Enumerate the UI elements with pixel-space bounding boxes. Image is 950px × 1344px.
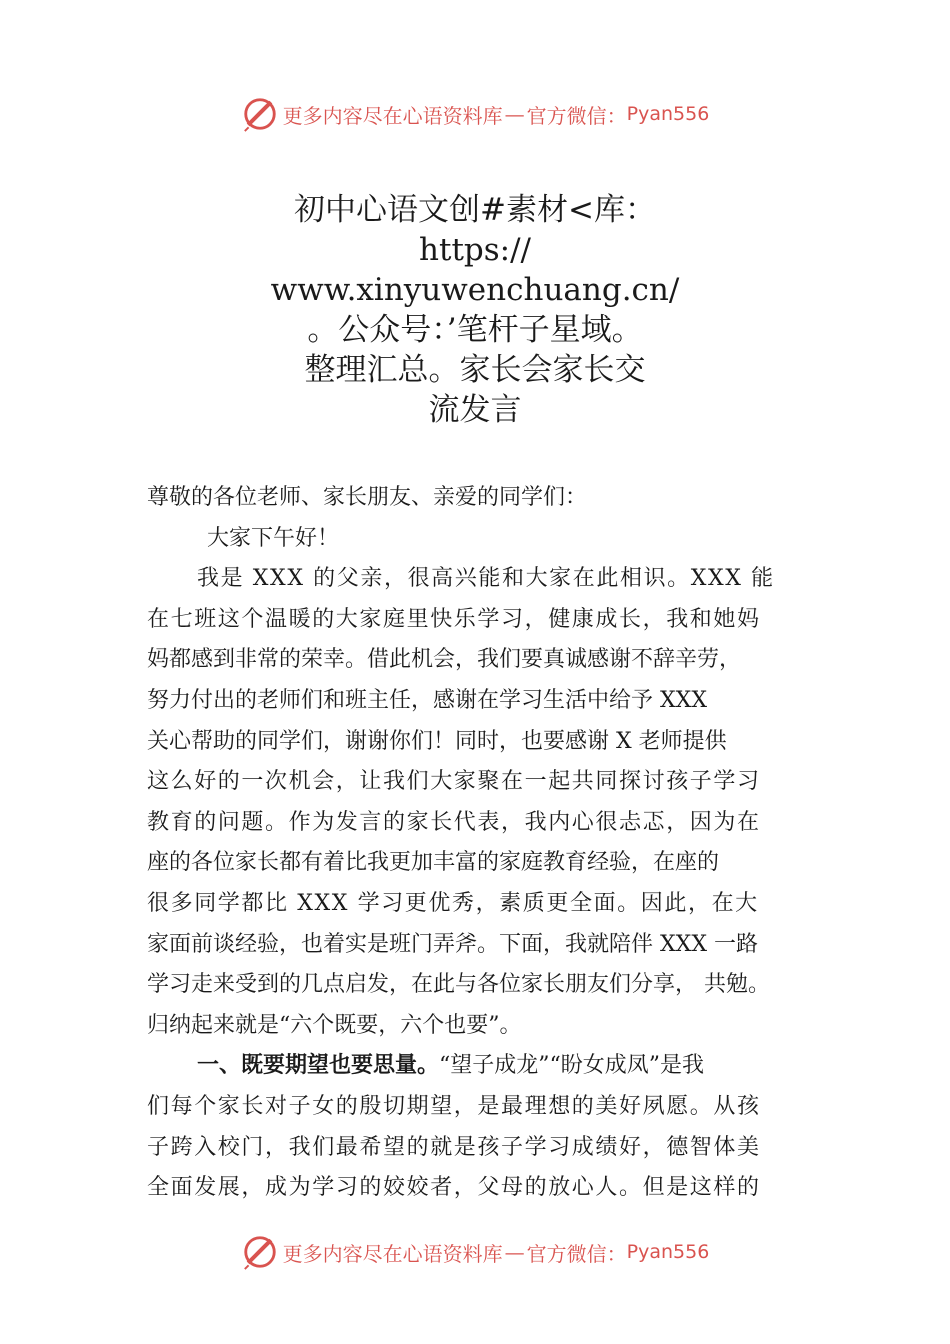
section-heading-line	[147, 1046, 837, 1087]
title-line: 整理汇总。家长会家长交	[304, 352, 646, 388]
body-line: 努力付出的老师们和班主任，感谢在学习生活中给予 XXX	[147, 687, 707, 713]
body-line: 很多同学都比 XXX 学习更优秀，素质更全面。因此，在大	[147, 890, 759, 916]
banner-text: 更多内容尽在心语资料库	[282, 1241, 503, 1266]
banner-wechat-id: Pyan556	[626, 103, 710, 125]
section-text: “望子成龙”“盼女成凤”是我	[439, 1053, 705, 1079]
title-line: 初中心语文创#素材<库：	[294, 192, 656, 228]
body-line: 座的各位家长都有着比我更加丰富的家庭教育经验，在座的	[147, 850, 720, 876]
title-line: https://	[419, 232, 531, 268]
greeting: 大家下午好！	[207, 525, 340, 551]
document-body	[147, 478, 837, 1209]
body-line: 家面前谈经验，也着实是班门弄斧。下面，我就陪伴 XXX 一路	[147, 931, 758, 957]
salutation: 尊敬的各位老师、家长朋友、亲爱的同学们：	[147, 485, 588, 510]
body-line: 妈都感到非常的荣幸。借此机会，我们要真诚感谢不辞辛劳，	[147, 647, 742, 673]
body-line: 我是 XXX 的父亲，很高兴能和大家在此相识。XXX 能	[197, 566, 775, 592]
body-line: 关心帮助的同学们，谢谢你们！同时，也要感谢 X 老师提供	[147, 728, 727, 754]
document-title	[150, 190, 800, 430]
section-heading: 一、既要期望也要思量。	[197, 1053, 440, 1079]
footer-banner	[0, 1230, 950, 1274]
title-line: www.xinyuwenchuang.cn/	[270, 272, 680, 308]
body-line: 这么好的一次机会，让我们大家聚在一起共同探讨孩子学习	[147, 769, 761, 795]
body-line: 们每个家长对子女的殷切期望，是最理想的美好夙愿。从孩	[147, 1093, 761, 1119]
banner-text: 更多内容尽在心语资料库	[282, 103, 503, 128]
title-line: 。公众号：’笔杆子星域。	[307, 312, 643, 348]
body-line: 在七班这个温暖的大家庭里快乐学习，健康成长，我和她妈	[147, 606, 761, 632]
banner-wechat-label: 官方微信：	[526, 1241, 627, 1266]
banner-wechat-label: 官方微信：	[526, 103, 627, 128]
body-line: 学习走来受到的几点启发，在此与各位家长朋友们分享， 共勉。	[147, 972, 770, 998]
body-line: 全面发展，成为学习的姣姣者，父母的放心人。但是这样的	[147, 1175, 761, 1201]
banner-dash: —	[504, 102, 525, 126]
pen-logo-icon	[241, 95, 279, 133]
body-line: 子跨入校门，我们最希望的就是孩子学习成绩好，德智体美	[147, 1134, 761, 1160]
banner-dash: —	[504, 1240, 525, 1264]
body-line: 归纳起来就是“六个既要，六个也要”。	[147, 1012, 522, 1038]
body-line: 教育的问题。作为发言的家长代表，我内心很忐忑，因为在	[147, 809, 761, 835]
pen-logo-icon	[241, 1233, 279, 1271]
title-line: 流发言	[428, 392, 522, 428]
header-banner	[0, 92, 950, 136]
banner-wechat-id: Pyan556	[626, 1241, 710, 1263]
